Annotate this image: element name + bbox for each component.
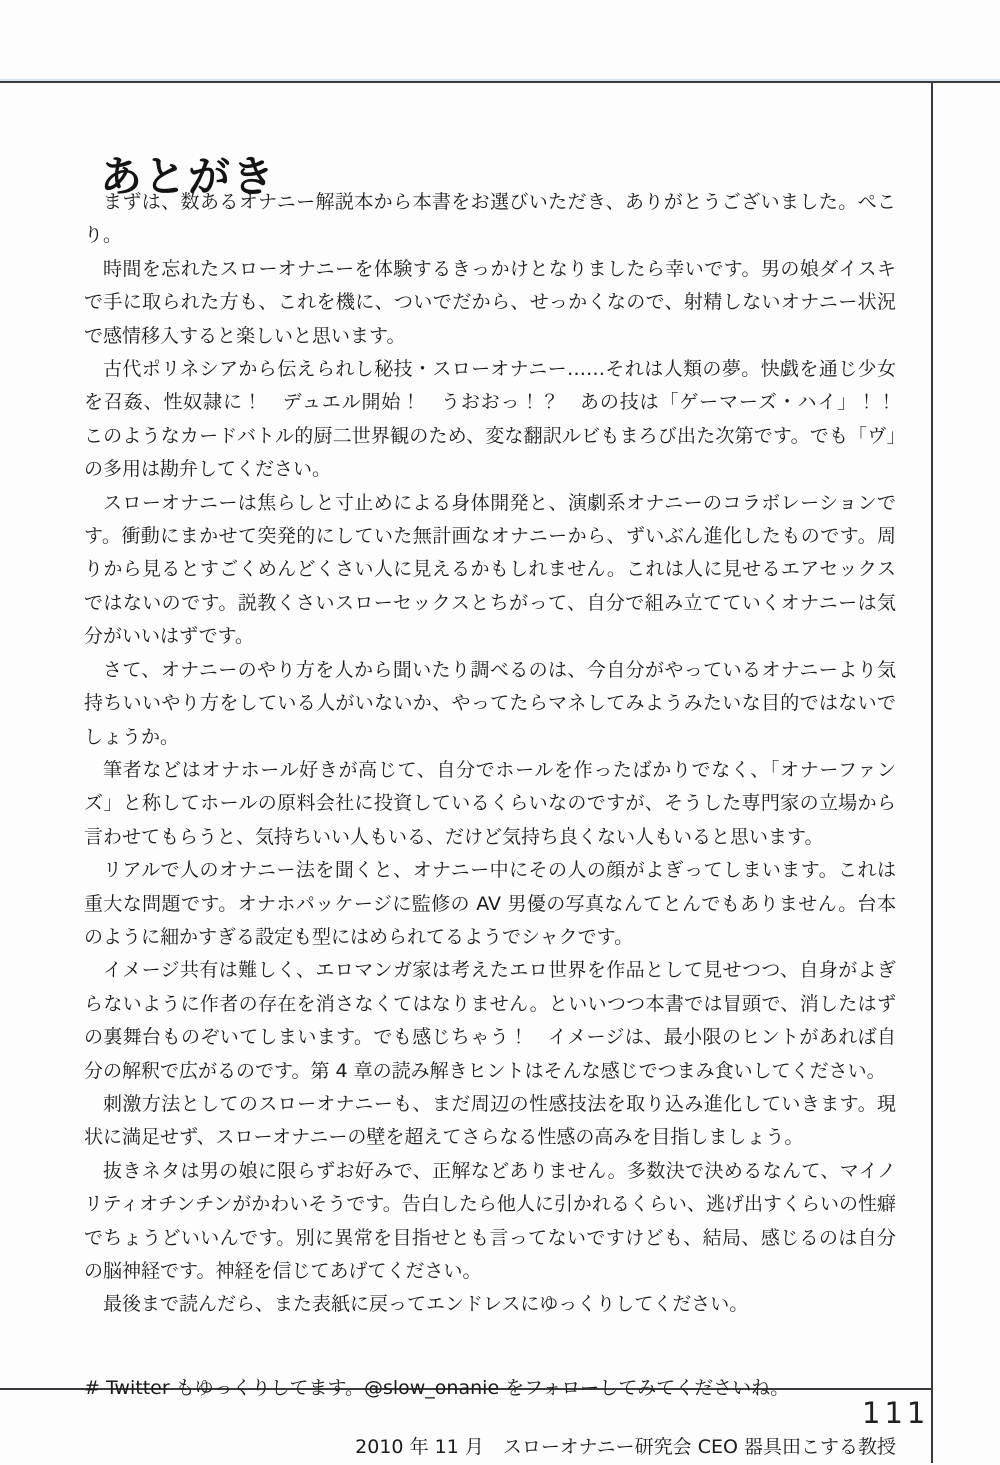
twitter-note: # Twitter もゆっくりしてます。@slow_onanie をフォローしてみてくださいね。: [84, 1376, 790, 1399]
paragraph: リアルで人のオナニー法を聞くと、オナニー中にその人の顔がよぎってしまいます。これは重大な問題です。オナホパッケージに監修の AV 男優の写真なんてとんでもありません。台本のように細かすぎる設定も型にはめられてるようでシャクです。: [84, 859, 896, 948]
paragraph: 最後まで読んだら、また表紙に戻ってエンドレスにゆっくりしてください。: [103, 1293, 749, 1316]
page-title: あとがき: [100, 152, 277, 202]
paragraph: スローオナニーは焦らしと寸止めによる身体開発と、演劇系オナニーのコラボレーションです。衝動にまかせて突発的にしていた無計画なオナニーから、ずいぶん進化したものです。周りから見るとすごくめんどくさい人に見えるかもしれません。これは人に見せるエアセックスではないのです。説教くさいスローセックスとちがって、自分で組み立てていくオナニーは気分がいいはずです。: [84, 491, 896, 648]
paragraph: 時間を忘れたスローオナニーを体験するきっかけとなりましたら幸いです。男の娘ダイスキで手に取られた方も、これを機に、ついでだから、せっかくなので、射精しないオナニー状況で感情移入すると楽しいと思います。: [84, 257, 896, 347]
paragraph: 古代ポリネシアから伝えられし秘技・スローオナニー……それは人類の夢。快戯を通じ少女を召姦、性奴隷に！ デュエル開始！ うおおっ！？ あの技は「ゲーマーズ・ハイ」！！ このようなカードバトル的厨二世界観のため、変な翻訳ルビもまろび出た次第です。でも「ヴ」の多用は勘弁してください。: [84, 358, 916, 481]
top-rule: [0, 81, 1000, 83]
paragraph: 刺激方法としてのスローオナニーも、まだ周辺の性感技法を取り込み進化していきます。現状に満足せず、スローオナニーの壁を超えてさらなる性感の高みを目指しましょう。: [84, 1092, 896, 1149]
paragraph: 筆者などはオナホール好きが高じて、自分でホールを作ったばかりでなく、「オナーファンズ」と称してホールの原料会社に投資しているくらいなのですが、そうした専門家の立場から言わせてもらうと、気持ちいい人もいる、だけど気持ち良くない人もいると思います。: [84, 758, 896, 848]
signature-line: 2010 年 11 月 スローオナニー研究会 CEO 器具田こする教授: [355, 1436, 896, 1459]
paragraph: イメージ共有は難しく、エロマンガ家は考えたエロ世界を作品として見せつつ、自身がよぎらないように作者の存在を消さなくてはなりません。といいつつ本書では冒頭で、消したはずの裏舞台ものぞいてしまいます。でも感じちゃう！ イメージは、最小限のヒントがあれば自分の解釈で広がるのです。第 4 章の読み解きヒントはそんな感じでつまみ食いしてください。: [84, 959, 896, 1082]
paragraph: まずは、数あるオナニー解説本から本書をお選びいただき、ありがとうございました。ぺこり。: [84, 191, 896, 247]
right-vertical-rule: [931, 81, 933, 1463]
afterword-body: [84, 186, 916, 1465]
paragraph: 抜きネタは男の娘に限らずお好みで、正解などありません。多数決で決めるなんて、マイノリティオチンチンがかわいそうです。告白したら他人に引かれるくらい、逃げ出すくらいの性癖でちょうどいいんです。別に異常を目指せとも言ってないですけども、結局、感じるのは自分の脳神経です。神経を信じてあげてください。: [84, 1159, 896, 1282]
paragraph: さて、オナニーのやり方を人から聞いたり調べるのは、今自分がやっているオナニーより気持ちいいやり方をしている人がいないか、やってたらマネしてみようみたいな目的ではないでしょうか。: [84, 658, 896, 748]
page-number: 111: [862, 1396, 930, 1430]
